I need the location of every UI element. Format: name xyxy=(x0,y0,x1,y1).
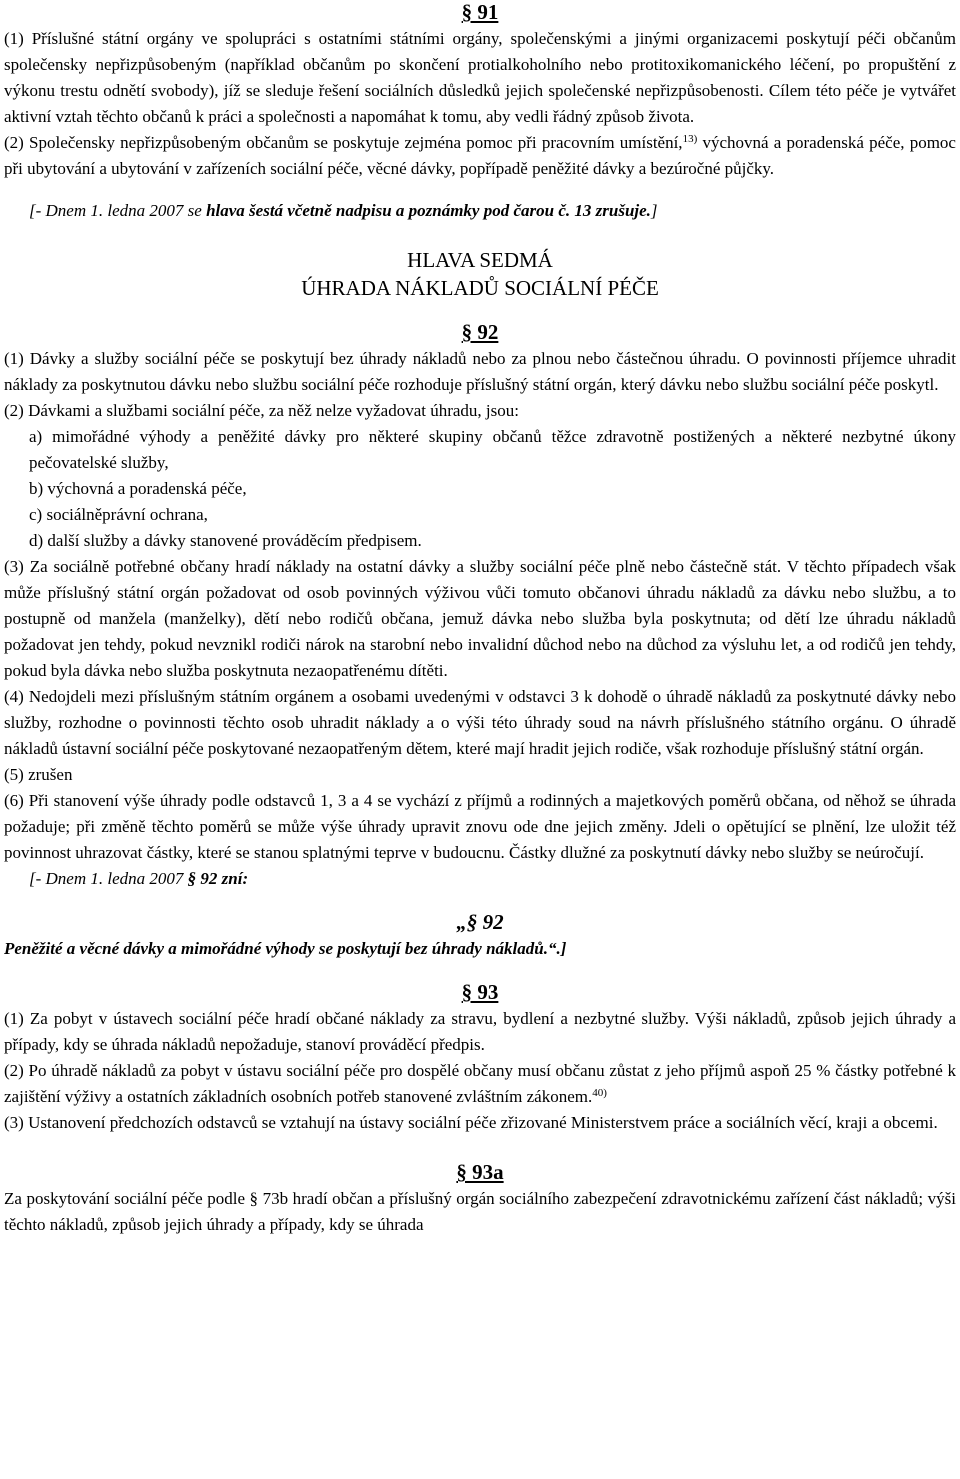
section-93-heading: § 93 xyxy=(461,980,499,1004)
quoted-section-92-text: Peněžité a věcné dávky a mimořádné výhody se poskytují bez úhrady nákladů.“.] xyxy=(4,939,567,958)
amendment-note-92-bold: § 92 zní: xyxy=(187,869,249,888)
section-92-paragraph-2: (2) Dávkami a službami sociální péče, za něž nelze vyžadovat úhradu, jsou: xyxy=(4,401,519,420)
amendment-note-91-bold: hlava šestá včetně nadpisu a poznámky pod čarou č. 13 zrušuje. xyxy=(206,201,651,220)
section-93-p2-text: (2) Po úhradě nákladů za pobyt v ústavu sociální péče pro dospělé občany musí občanu zůstat z jeho příjmů aspoň 25 % částky potřebné k zajištění výživy a ostatních základních osobních potřeb stanovené zvláštním zákonem. xyxy=(4,1061,956,1106)
section-93a-heading: § 93a xyxy=(456,1160,504,1184)
section-92-heading: § 92 xyxy=(461,320,499,344)
section-91-heading: § 91 xyxy=(461,0,499,24)
section-91-paragraph-1: (1) Příslušné státní orgány ve spolupráci s ostatními státními orgány, společenskými a jinými organizacemi poskytují péči občanům společensky nepřizpůsobeným (například občanům po skončení protialkoholního nebo protitoxikomanického léčení, po propuštění z výkonu trestu odnětí svobody), jíž se sleduje řešení sociálních důsledků jejich společenské nepřizpůsobenosti. Cílem této péče je vytvářet aktivní vztah těchto občanů k práci a společnosti a napomáhat k tomu, aby vedli řádný způsob života. xyxy=(4,29,956,126)
section-91-p2-text: (2) Společensky nepřizpůsobeným občanům se poskytuje zejména pomoc při pracovním umístění, xyxy=(4,133,683,152)
section-92-paragraph-6: (6) Při stanovení výše úhrady podle odstavců 1, 3 a 4 se vychází z příjmů a rodinných a majetkových poměrů občana, od něhož se úhrada požaduje; při změně těchto poměrů se může výše úhrady upravit znovu ode dne jejich změny. Jdeli o opětující se plnění, lze uložit též povinnost uhrazovat částky, které se stanou splatnými teprve v budoucnu. Částky dlužné za poskytnutí dávky nebo služby se neúročují. xyxy=(4,791,956,862)
section-93a-paragraph-1: Za poskytování sociální péče podle § 73b hradí občan a příslušný orgán sociálního zabezpečení zdravotnickému zařízení část nákladů; výši těchto nákladů, způsob jejich úhrady a případy, kdy se úhrada xyxy=(4,1189,956,1234)
section-92-item-c: c) sociálněprávní ochrana, xyxy=(29,505,208,524)
amendment-note-91-pre: [- Dnem 1. ledna 2007 se xyxy=(29,201,207,220)
section-92-item-b: b) výchovná a poradenská péče, xyxy=(29,479,247,498)
chapter-subtitle: ÚHRADA NÁKLADŮ SOCIÁLNÍ PÉČE xyxy=(301,276,659,300)
section-91-p2-rest: výchovná a poradenská péče, pomoc při ubytování a ubytování v zařízeních sociální péče, věcné dávky, popřípadě peněžité dávky a bezúročné půjčky. xyxy=(4,133,956,178)
section-92-item-d: d) další služby a dávky stanovené prováděcím předpisem. xyxy=(29,531,422,550)
section-92-item-a: a) mimořádné výhody a peněžité dávky pro některé skupiny občanů těžce zdravotně postižených a některé nezbytné úkony pečovatelské služby, xyxy=(29,427,956,472)
amendment-note-91-post: ] xyxy=(650,201,658,220)
amendment-note-91 xyxy=(4,198,956,224)
section-92-paragraph-5: (5) zrušen xyxy=(4,765,73,784)
section-92-paragraph-3: (3) Za sociálně potřebné občany hradí náklady na ostatní dávky a služby sociální péče plně nebo částečně stát. V těchto případech však může příslušný státní orgán požadovat od osob povinných výživou vůči tomuto občanovi úhradu nákladů za dávku nebo službu, a to postupně od manžela (manželky), dětí nebo rodičů občana, jemuž dávka nebo služba byla poskytnuta; od dětí lze úhradu nákladů požadovat jen tehdy, pokud nevznikl rodiči nárok na starobní nebo invalidní důchod nebo na důchod za výsluhu let, a od rodičů jen tehdy, pokud byla dávka nebo služba poskytnuta nezaopatřenému dítěti. xyxy=(4,557,956,680)
section-92-paragraph-4: (4) Nedojdeli mezi příslušným státním orgánem a osobami uvedenými v odstavci 3 k dohodě o úhradě nákladů za poskytnuté dávky nebo služby, rozhodne o povinnosti těchto osob uhradit náklady a o výši této úhrady soud na návrh příslušného státního orgánu. O úhradě nákladů ústavní sociální péče poskytované nezaopatřeným dětem, které mají hradit jejich rodiče, však rozhoduje příslušný státní orgán. xyxy=(4,687,956,758)
footnote-ref-13: 13) xyxy=(682,133,698,145)
section-93-paragraph-1: (1) Za pobyt v ústavech sociální péče hradí občané náklady za stravu, bydlení a nezbytné služby. Výši nákladů, způsob jejich úhrady a případy, kdy se úhrada nákladů nepožaduje, stanoví prováděcí předpis. xyxy=(4,1009,956,1054)
chapter-title: HLAVA SEDMÁ xyxy=(407,248,553,272)
section-91-paragraph-2 xyxy=(4,130,956,182)
quoted-section-92-heading: „§ 92 xyxy=(456,910,504,934)
section-93-paragraph-3: (3) Ustanovení předchozích odstavců se vztahují na ústavy sociální péče zřizované Ministerstvem práce a sociálních věcí, kraji a obcemi. xyxy=(4,1113,938,1132)
amendment-note-92 xyxy=(4,866,956,892)
section-92-paragraph-1: (1) Dávky a služby sociální péče se poskytují bez úhrady nákladů nebo za plnou nebo částečnou úhradu. O povinnosti příjemce uhradit náklady za poskytnutou dávku nebo službu sociální péče rozhoduje příslušný státní orgán, který dávku nebo službu sociální péče poskytl. xyxy=(4,349,956,394)
section-93-paragraph-2 xyxy=(4,1058,956,1110)
footnote-ref-40: 40) xyxy=(592,1087,607,1099)
amendment-note-92-pre: [- Dnem 1. ledna 2007 xyxy=(29,869,188,888)
